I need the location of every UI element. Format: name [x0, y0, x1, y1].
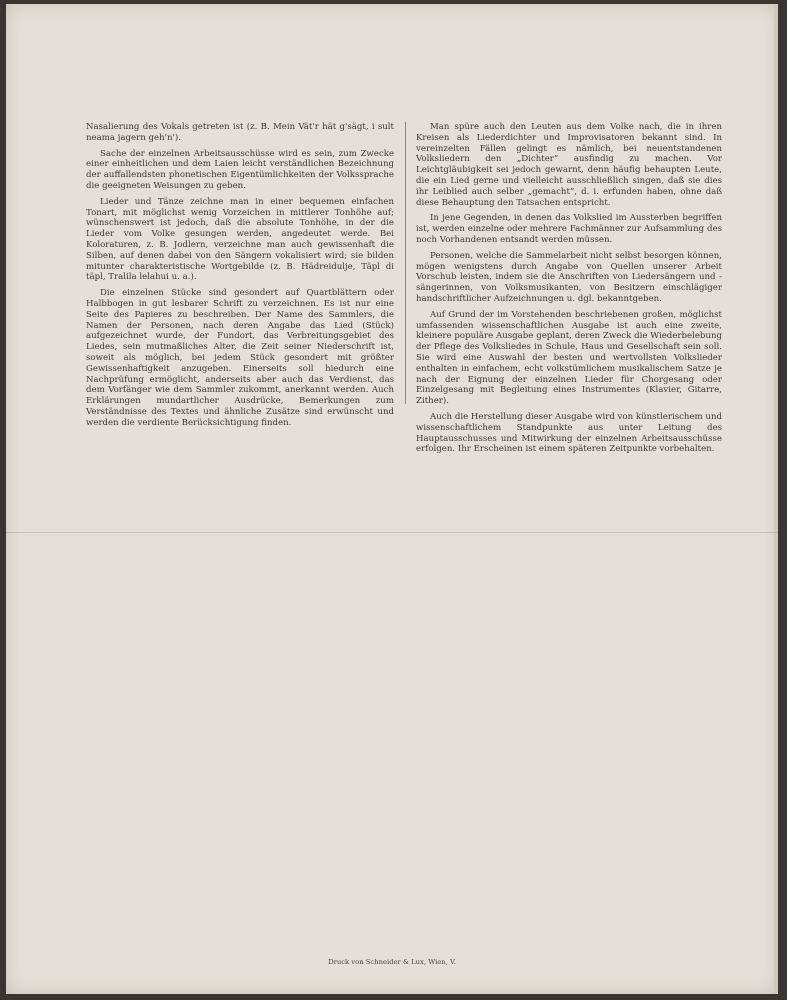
paper-sheet [6, 4, 778, 994]
text-column-left [86, 122, 394, 434]
paragraph: Auf Grund der im Vorstehenden beschriebenen großen, möglichst umfassenden wissenschaftlichen Ausgabe ist auch eine zweite, kleinere populäre Ausgabe geplant, deren Zweck die Wiederbelebung der Pflege des Volksliedes in Schule, Haus und Gesellschaft sein soll. Sie wird eine Auswahl der besten und wertvollsten Volkslieder enthalten in einfachem, echt volkstümlichem musikalischem Satze je nach der Eignung der einzelnen Lieder für Chorgesang oder Einzelgesang mit Begleitung eines Instrumentes (Klavier, Gitarre, Zither). [416, 309, 722, 407]
paragraph: In jene Gegenden, in denen das Volkslied im Aussterben begriffen ist, werden einzelne oder mehrere Fachmänner zur Aufsammlung des noch Vorhandenen entsandt werden müssen. [416, 213, 722, 245]
text-column-right [416, 122, 722, 460]
paragraph: Lieder und Tänze zeichne man in einer bequemen einfachen Tonart, mit möglichst wenig Vorzeichen in mittlerer Tonhöhe auf; wünschenswert ist jedoch, daß die absolute Tonhöhe, in der die Lieder vom Volke gesungen werden, angedeutet werde. Bei Koloraturen, z. B. Jodlern, verzeichne man auch gewissenhaft die Silben, auf denen dabei von den Sängern vokalisiert wird; sie bilden mitunter charakteristische Wortgebilde (z. B. Hädreidulje, Täpl di täpl, Tralila lelahui u. a.). [86, 196, 394, 283]
paper-fold [6, 532, 778, 533]
paragraph: Die einzelnen Stücke sind gesondert auf Quartblättern oder Halbbogen in gut lesbarer Schrift zu verzeichnen. Es ist nur eine Seite des Papieres zu beschreiben. Der Name des Sammlers, die Namen der Personen, nach deren Angabe das Lied (Stück) aufgezeichnet wurde, der Fundort, das Verbreitungsgebiet des Liedes, sein mutmaßliches Alter, die Zeit seiner Niederschrift ist, soweit als möglich, bei jedem Stück gesondert mit größter Gewissenhaftigkeit anzugeben. Einerseits soll hiedurch eine Nachprüfung ermöglicht, anderseits aber auch das Verdienst, das dem Vorfänger wie dem Sammler zukommt, anerkannt werden. Auch Erklärungen mundartlicher Ausdrücke, Bemerkungen zum Verständnisse des Textes und ähnliche Zusätze sind erwünscht und werden die verdiente Berücksichtigung finden. [86, 288, 394, 428]
paragraph: Sache der einzelnen Arbeitsausschüsse wird es sein, zum Zwecke einer einheitlichen und dem Laien leicht verständlichen Bezeichnung der auffallendsten phonetischen Eigentümlichkeiten der Volkssprache die geeigneten Weisungen zu geben. [86, 148, 394, 191]
column-divider [405, 122, 406, 404]
paragraph: Nasalierung des Vokals getreten ist (z. B. Mein Vät'r hät g'sägt, i sult neama jagern geh'n'). [86, 122, 394, 143]
paragraph: Personen, welche die Sammelarbeit nicht selbst besorgen können, mögen wenigstens durch Angabe von Quellen unserer Arbeit Vorschub leisten, indem sie die Anschriften von Liedersängern und -sängerinnen, von Volksmusikanten, von Besitzern einschlägiger handschriftlicher Aufzeichnungen u. dgl. bekanntgeben. [416, 250, 722, 304]
paper-edge [774, 4, 778, 994]
paragraph: Man spüre auch den Leuten aus dem Volke nach, die in ihren Kreisen als Liederdichter und Improvisatoren bekannt sind. In vereinzelten Fällen gelingt es nämlich, bei neuentstandenen Volksliedern den „Dichter“ ausfindig zu machen. Vor Leichtgläubigkeit sei jedoch gewarnt, denn häufig behaupten Leute, die ein Lied gerne und vielleicht ausschließlich singen, daß sie dies ihr Leiblied auch selber „gemacht“, d. i. erfunden haben, ohne daß diese Behauptung den Tatsachen entspricht. [416, 122, 722, 208]
printer-imprint: Druck von Schneider & Lux, Wien, V. [328, 958, 456, 966]
paragraph: Auch die Herstellung dieser Ausgabe wird von künstlerischem und wissenschaftlichem Standpunkte aus unter Leitung des Hauptausschusses und Mitwirkung der einzelnen Arbeitsausschüsse erfolgen. Ihr Erscheinen ist einem späteren Zeitpunkte vorbehalten. [416, 411, 722, 455]
